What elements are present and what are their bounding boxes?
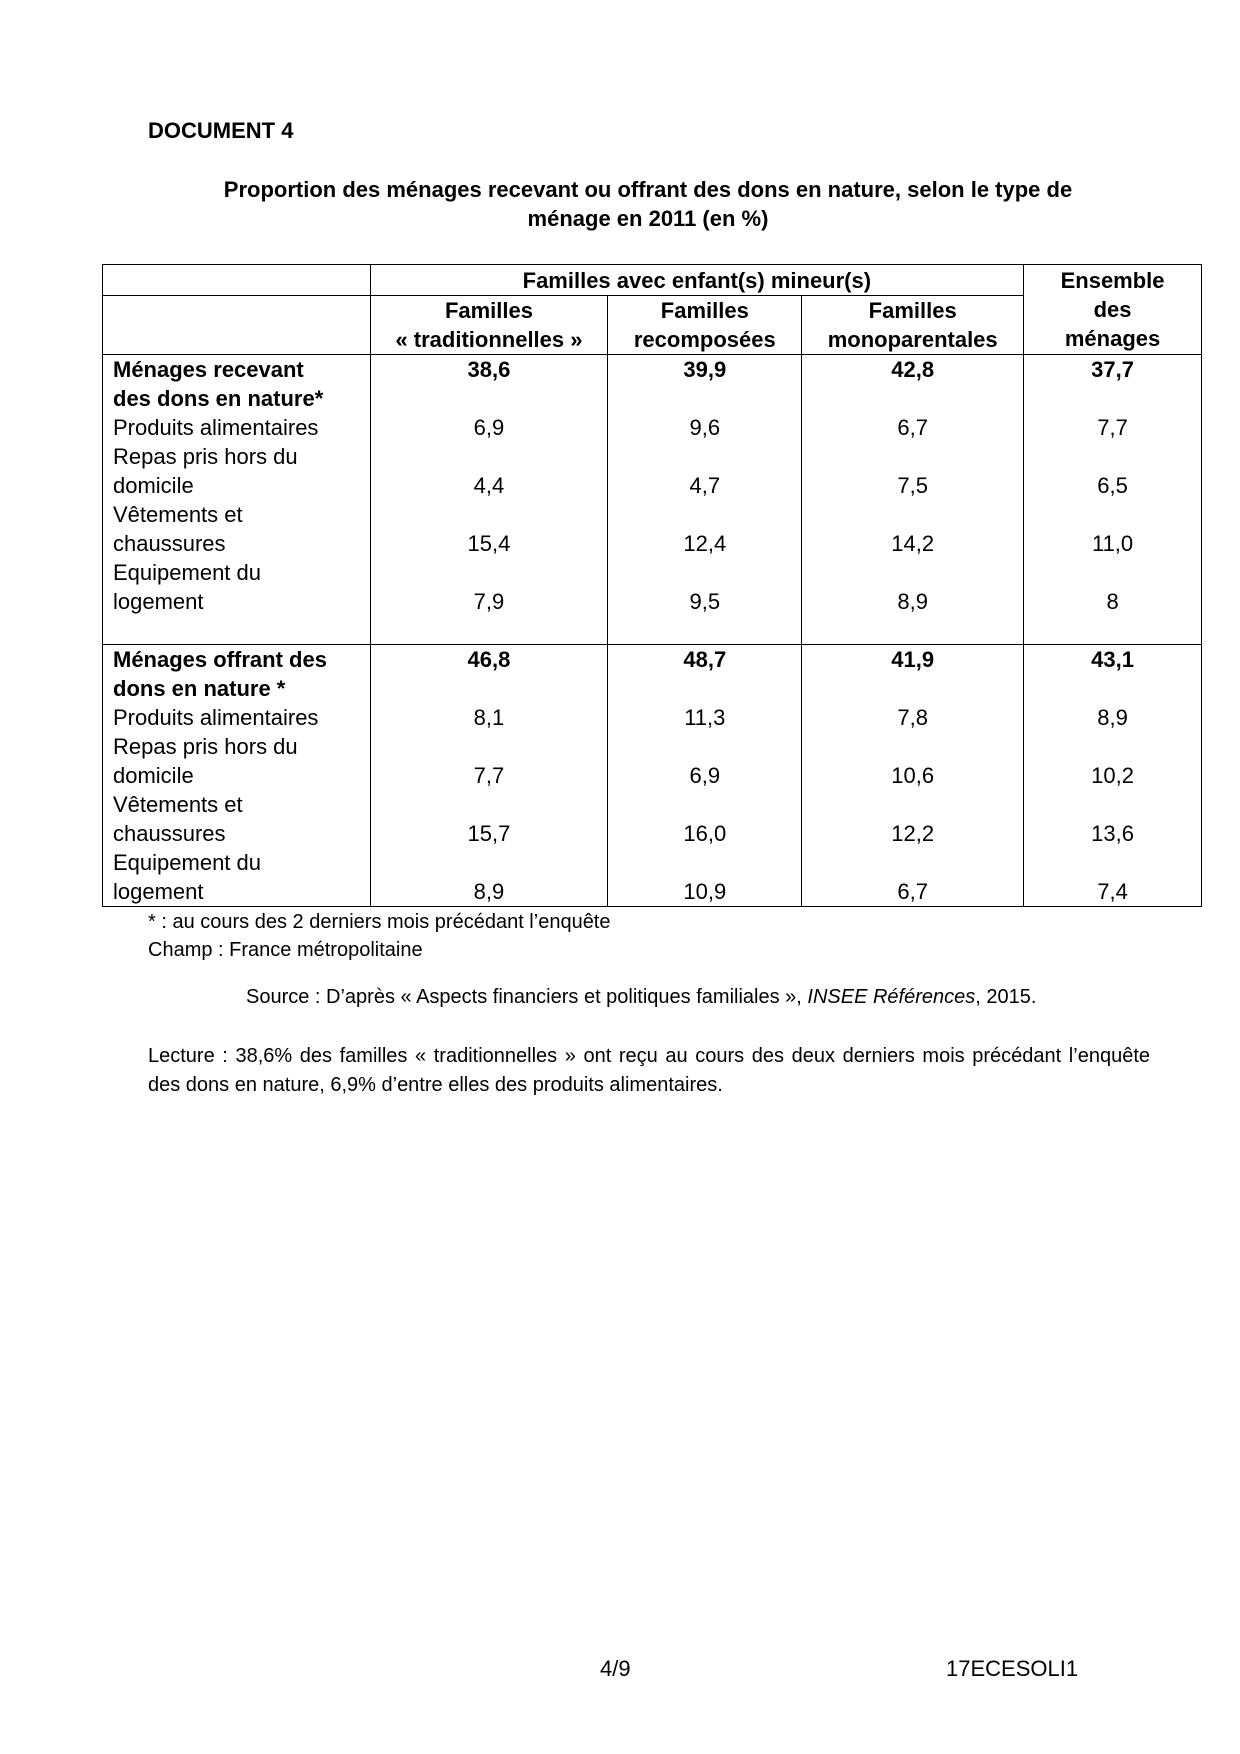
column-header-recomposees	[608, 296, 802, 355]
total-value-ensemble: 37,7	[1024, 355, 1202, 414]
row-label-line: Repas pris hors du	[113, 444, 298, 469]
value-traditionnelles: 6,9	[370, 413, 608, 442]
row-label	[103, 413, 371, 442]
table-row	[103, 558, 1202, 616]
document-label: DOCUMENT 4	[148, 118, 294, 143]
section-title	[103, 645, 371, 704]
value-traditionnelles: 15,4	[370, 500, 608, 558]
title-line-2: ménage en 2011 (en %)	[527, 206, 769, 231]
section-title	[103, 355, 371, 414]
row-label-line: Vêtements et	[113, 502, 243, 527]
value-monoparentales: 6,7	[802, 848, 1024, 907]
value-traditionnelles: 4,4	[370, 442, 608, 500]
total-value-monoparentales: 42,8	[802, 355, 1024, 414]
value-recomposees: 10,9	[608, 848, 802, 907]
value-monoparentales: 14,2	[802, 500, 1024, 558]
row-label	[103, 790, 371, 848]
total-value-recomposees: 48,7	[608, 645, 802, 704]
section-title-line: des dons en nature*	[113, 386, 324, 411]
spacer-cell	[1024, 616, 1202, 645]
header-row-group	[103, 265, 1202, 296]
column-header-line: Familles	[660, 298, 749, 323]
row-label-line: domicile	[113, 473, 194, 498]
data-table	[102, 264, 1202, 907]
value-ensemble: 13,6	[1024, 790, 1202, 848]
header-empty-cell	[103, 265, 371, 296]
spacer-cell	[370, 616, 608, 645]
row-label	[103, 500, 371, 558]
value-ensemble: 8,9	[1024, 703, 1202, 732]
value-monoparentales: 6,7	[802, 413, 1024, 442]
row-label-line: chaussures	[113, 821, 226, 846]
column-header-line: Familles	[868, 298, 957, 323]
table-row	[103, 413, 1202, 442]
ensemble-header-line: des	[1093, 297, 1132, 322]
row-label-line: logement	[113, 879, 204, 904]
spacer-row	[103, 616, 1202, 645]
value-recomposees: 6,9	[608, 732, 802, 790]
value-traditionnelles: 8,1	[370, 703, 608, 732]
reading-note: Lecture : 38,6% des familles « traditionnelles » ont reçu au cours des deux derniers mois précédant l’enquête des dons en nature, 6,9% d’entre elles des produits alimentaires.	[148, 1045, 1150, 1096]
row-label-line: chaussures	[113, 531, 226, 556]
table-row	[103, 790, 1202, 848]
value-recomposees: 16,0	[608, 790, 802, 848]
table-row	[103, 848, 1202, 907]
value-monoparentales: 7,5	[802, 442, 1024, 500]
value-monoparentales: 8,9	[802, 558, 1024, 616]
value-traditionnelles: 15,7	[370, 790, 608, 848]
value-recomposees: 9,5	[608, 558, 802, 616]
row-label	[103, 703, 371, 732]
value-recomposees: 12,4	[608, 500, 802, 558]
ensemble-header	[1024, 265, 1202, 355]
value-ensemble: 7,7	[1024, 413, 1202, 442]
value-monoparentales: 10,6	[802, 732, 1024, 790]
value-traditionnelles: 7,7	[370, 732, 608, 790]
note-champ: Champ : France métropolitaine	[148, 939, 423, 961]
column-header-line: « traditionnelles »	[395, 327, 583, 352]
column-header-traditionnelles	[370, 296, 608, 355]
note-asterisk: * : au cours des 2 derniers mois précédant l’enquête	[148, 911, 611, 933]
document-code: 17ECESOLI1	[946, 1656, 1079, 1681]
section-title-line: Ménages recevant	[113, 357, 304, 382]
source-suffix: , 2015.	[975, 986, 1037, 1008]
total-value-traditionnelles: 46,8	[370, 645, 608, 704]
ensemble-header-line: ménages	[1064, 326, 1161, 351]
header-empty-cell	[103, 296, 371, 355]
value-ensemble: 6,5	[1024, 442, 1202, 500]
spacer-cell	[103, 616, 371, 645]
value-ensemble: 8	[1024, 558, 1202, 616]
row-label-line: logement	[113, 589, 204, 614]
value-traditionnelles: 8,9	[370, 848, 608, 907]
ensemble-header-line: Ensemble	[1060, 268, 1165, 293]
total-value-recomposees: 39,9	[608, 355, 802, 414]
row-label-line: Produits alimentaires	[113, 705, 319, 730]
total-value-monoparentales: 41,9	[802, 645, 1024, 704]
row-label	[103, 442, 371, 500]
title-line-1: Proportion des ménages recevant ou offrant des dons en nature, selon le type de	[223, 177, 1073, 202]
value-recomposees: 4,7	[608, 442, 802, 500]
value-monoparentales: 12,2	[802, 790, 1024, 848]
table-row	[103, 732, 1202, 790]
row-label-line: Produits alimentaires	[113, 415, 319, 440]
value-traditionnelles: 7,9	[370, 558, 608, 616]
value-recomposees: 9,6	[608, 413, 802, 442]
row-label-line: Repas pris hors du	[113, 734, 298, 759]
total-value-ensemble: 43,1	[1024, 645, 1202, 704]
data-table-body	[103, 265, 1202, 907]
source-publication: INSEE Références	[807, 986, 976, 1008]
column-header-monoparentales	[802, 296, 1024, 355]
column-header-line: monoparentales	[827, 327, 998, 352]
table-row	[103, 442, 1202, 500]
column-header-line: recomposées	[633, 327, 776, 352]
row-label	[103, 848, 371, 907]
spacer-cell	[608, 616, 802, 645]
total-value-traditionnelles: 38,6	[370, 355, 608, 414]
value-ensemble: 10,2	[1024, 732, 1202, 790]
source-prefix: Source : D’après « Aspects financiers et politiques familiales »,	[246, 986, 808, 1008]
group-header: Familles avec enfant(s) mineur(s)	[370, 265, 1024, 296]
table-row	[103, 703, 1202, 732]
value-ensemble: 11,0	[1024, 500, 1202, 558]
row-label-line: Equipement du	[113, 560, 261, 585]
row-label-line: Vêtements et	[113, 792, 243, 817]
column-header-line: Familles	[444, 298, 533, 323]
page-title	[148, 175, 1148, 233]
row-label	[103, 732, 371, 790]
row-label-line: Equipement du	[113, 850, 261, 875]
value-recomposees: 11,3	[608, 703, 802, 732]
section-title-line: Ménages offrant des	[113, 647, 327, 672]
value-ensemble: 7,4	[1024, 848, 1202, 907]
spacer-cell	[802, 616, 1024, 645]
section-title-line: dons en nature *	[113, 676, 286, 701]
row-label-line: domicile	[113, 763, 194, 788]
row-label	[103, 558, 371, 616]
table-row	[103, 500, 1202, 558]
value-monoparentales: 7,8	[802, 703, 1024, 732]
section-total-row	[103, 645, 1202, 704]
section-total-row	[103, 355, 1202, 414]
source-line	[246, 986, 1036, 1009]
page-number: 4/9	[600, 1656, 631, 1681]
notes	[148, 908, 1148, 964]
